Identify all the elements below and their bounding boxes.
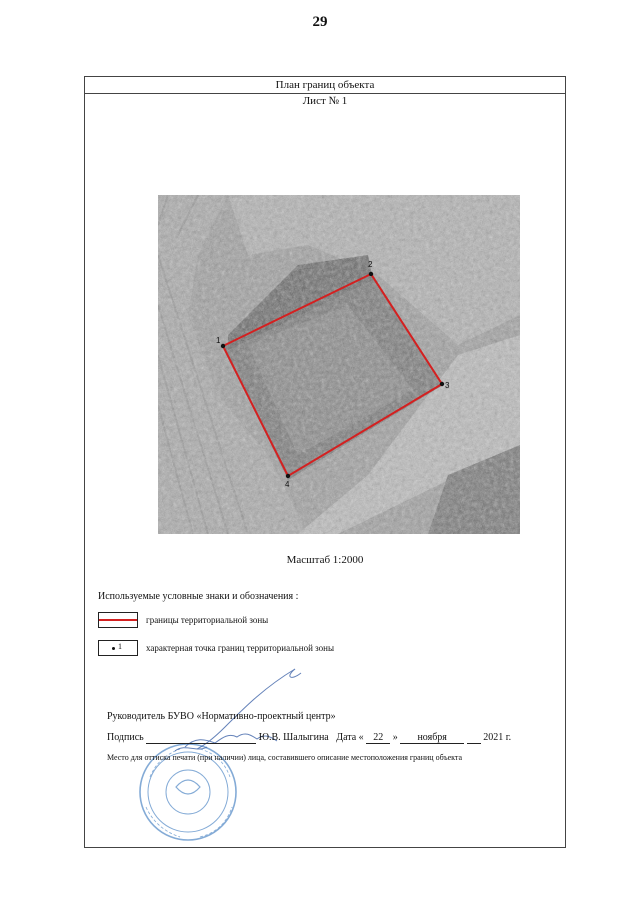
legend-title: Используемые условные знаки и обозначения : [98,591,299,602]
aerial-map-image [158,195,520,534]
signature-label: Подпись [107,732,144,743]
point-label-4: 4 [285,480,290,489]
point-label-3: 3 [445,381,450,390]
date-month: ноября [400,732,464,744]
plan-title: План границ объекта [85,77,565,94]
legend-point-symbol [98,640,138,656]
red-line-icon [99,619,137,621]
date-label: Дата « [336,732,364,743]
boundary-plan-sheet [84,76,566,848]
signatory-title: Руководитель БУВО «Нормативно-проектный центр» [107,711,336,722]
signatory-name: Ю.В. Шалыгина [258,732,329,743]
aerial-map [158,195,520,534]
legend-point-label: характерная точка границ территориальной зоны [146,643,335,653]
date-day: 22 [366,732,390,744]
boundary-point-1 [221,344,225,348]
point-dot-icon [112,647,115,650]
date-month-tail [467,732,481,744]
boundary-point-3 [440,382,444,386]
page-number: 29 [312,14,328,30]
point-label-2: 2 [368,260,373,269]
boundary-point-4 [286,474,290,478]
signature-line [107,732,511,744]
legend-boundary-symbol [98,612,138,628]
map-scale: Масштаб 1:2000 [286,554,364,566]
boundary-point-2 [369,272,373,276]
sheet-number: Лист № 1 [302,95,348,107]
date-year: 2021 г. [483,732,512,743]
signature-field [146,732,256,744]
legend-boundary-label: границы территориальной зоны [146,615,269,625]
legend-point-marker: 1 [118,642,122,651]
point-label-1: 1 [216,336,221,345]
seal-placement-note: Место для оттиска печати (при наличии) лица, составившего описание местоположения границ объекта [107,753,463,762]
date-quote-close: » [392,732,398,743]
